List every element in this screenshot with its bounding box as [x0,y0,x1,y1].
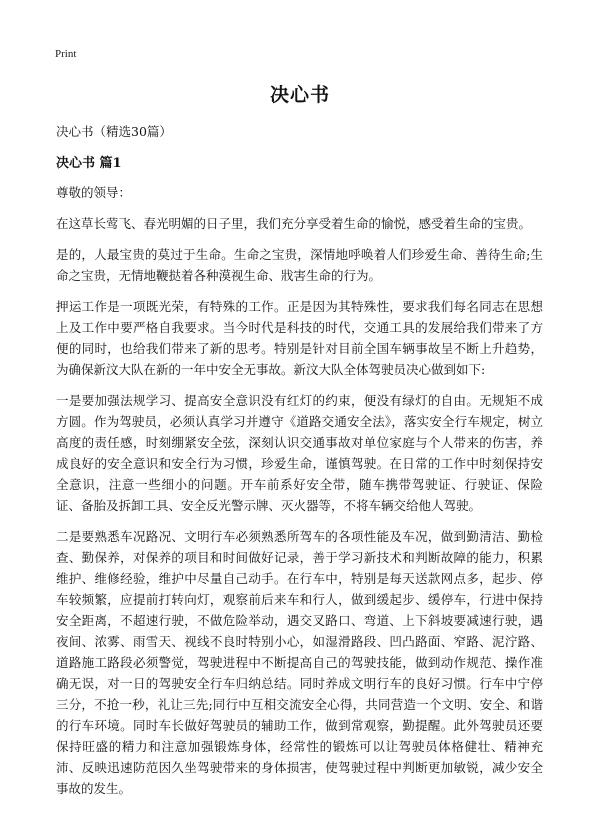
section-heading: 决心书 篇1 [56,156,122,171]
page-title: 决心书 [269,84,330,106]
body-paragraph: 在这草长莺飞、春光明媚的日子里，我们充分享受着生命的愉悦，感受着生命的宝贵。 [56,216,532,231]
body-text [56,182,543,809]
document-subtitle: 决心书（精选30篇） [56,124,172,139]
body-paragraph: 押运工作是一项既光荣，有特殊的工作。正是因为其特殊性，要求我们每名同志在思想上及工作中要严格自我要求。当今时代是科技的时代，交通工具的发展给我们带来了方便的同时，也给我们带来了新的思考。特别是针对目前全国车辆事故呈不断上升趋势，为确保新汶大队在新的一年中安全无事故。新汶大队全体驾驶员决心做到如下: [56,299,543,377]
body-paragraph: 二是要熟悉车况路况、文明行车必须熟悉所驾车的各项性能及车况，做到勤清洁、勤检查、勤保养，对保养的项目和时间做好记录，善于学习新技术和判断故障的能力，积累维护、维修经验，维护中尽量自己动手。在行车中，特别是每天送款网点多，起步、停车较频繁，应提前打转向灯，观察前后来车和行人，做到缓起步、缓停车，行进中保持安全距离，不超速行驶，不做危险举动，遇交叉路口、弯道、上下斜坡要减速行驶，遇夜间、浓雾、雨雪天、视线不良时特别小心，如湿滑路段、凹凸路面、窄路、泥泞路、道路施工路段必须警觉，驾驶进程中不断提高自己的驾驶技能，做到动作规范、操作准确无误，对一日的驾驶安全行车归纳总结。同时养成文明行车的良好习惯。行车中宁停三分，不抢一秒，礼让三先;同行中互相交流安全心得，共同营造一个文明、安全、和谐的行车环境。同时车长做好驾驶员的辅助工作，做到常观察，勤提醒。此外驾驶员还要保持旺盛的精力和注意加强锻炼身体，经常性的锻炼可以让驾驶员体格健壮、精神充沛、反映迅速防范因久坐驾驶带来的身体损害，使驾驶过程中判断更加敏锐，减少安全事故的发生。 [56,529,543,796]
print-link[interactable]: Print [55,48,77,60]
body-paragraph: 一是要加强法规学习、提高安全意识没有红灯的约束，便没有绿灯的自由。无规矩不成方圆。作为驾驶员，必须认真学习并遵守《道路交通安全法》，落实安全行车规定，树立高度的责任感，时刻绷紧安全弦，深刻认识交通事故对单位家庭与个人带来的伤害，养成良好的安全意识和安全行为习惯，珍爱生命，谨慎驾驶。在日常的工作中时刻保持安全意识，注意一些细小的问题。开车前系好安全带，随车携带驾驶证、行驶证、保险证、备胎及拆卸工具、安全反光警示牌、灭火器等，不将车辆交给他人驾驶。 [56,393,543,513]
salutation-paragraph: 尊敬的领导： [56,185,132,200]
body-paragraph: 是的，人最宝贵的莫过于生命。生命之宝贵，深情地呼唤着人们珍爱生命、善待生命;生命之宝贵，无情地鞭挞着各种漠视生命、戕害生命的行为。 [56,247,543,283]
